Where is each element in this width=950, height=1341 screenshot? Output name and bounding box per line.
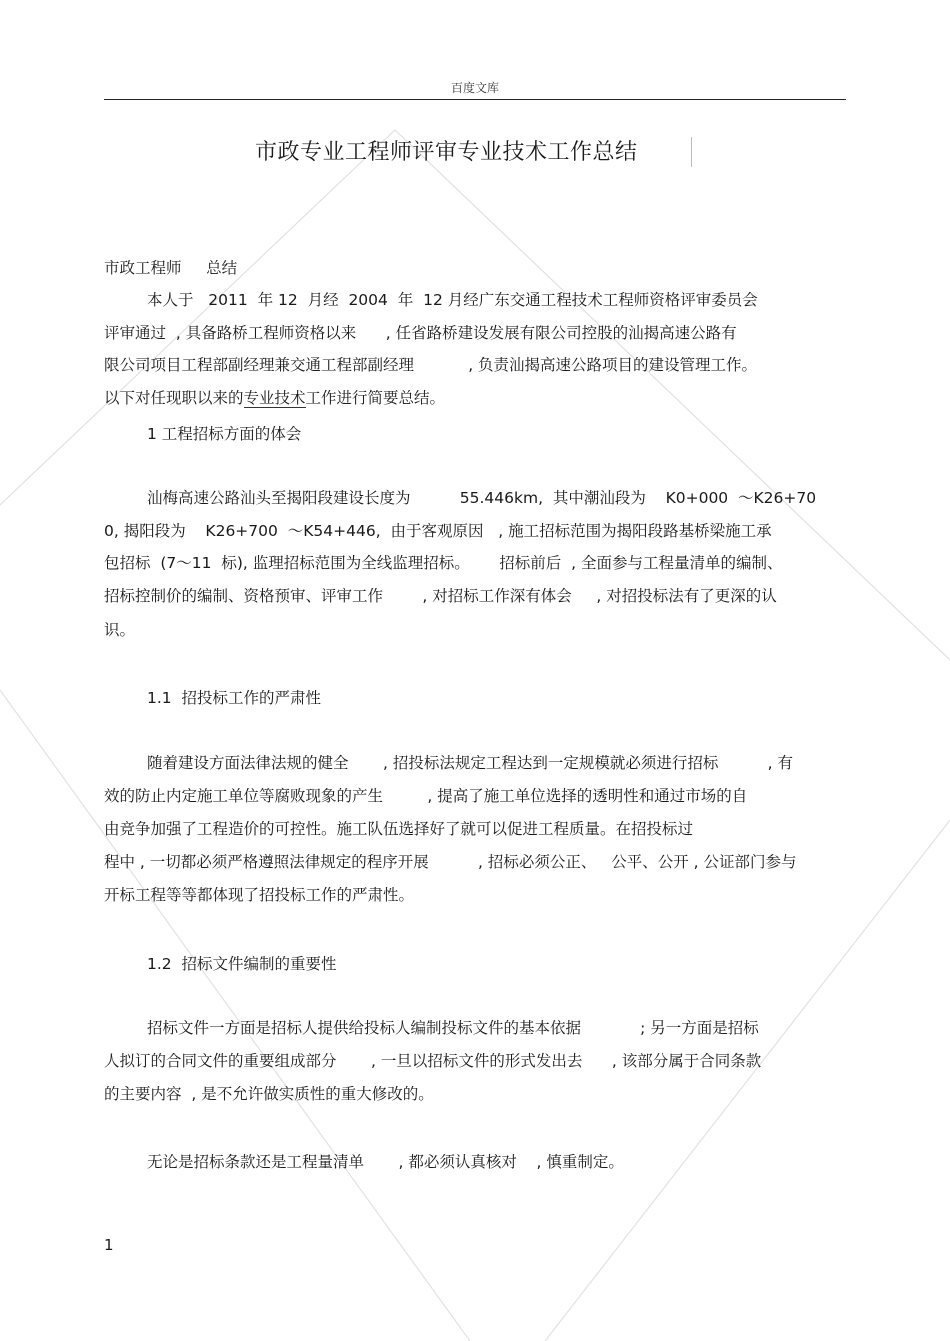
paragraph-line: 无论是招标条款还是工程量清单 , 都必须认真核对 , 慎重制定。 <box>147 1153 624 1171</box>
paragraph-line: 招标文件一方面是招标人提供给投标人编制投标文件的基本依据 ; 另一方面是招标 <box>147 1019 759 1037</box>
paragraph-line: 程中 , 一切都必须严格遵照法律规定的程序开展 , 招标必须公正、 公平、公开 , 公证部门参与 <box>104 853 797 871</box>
paragraph-line: 随着建设方面法律法规的健全 , 招投标法规定工程达到一定规模就必须进行招标 , 有 <box>147 754 793 772</box>
section-heading: 1 工程招标方面的体会 <box>147 425 302 443</box>
title-cursor-mark <box>691 137 692 167</box>
page-number: 1 <box>104 1236 114 1254</box>
paragraph-line: 人拟订的合同文件的重要组成部分 , 一旦以招标文件的形式发出去 , 该部分属于合同条款 <box>104 1052 762 1070</box>
paragraph-line: 汕梅高速公路汕头至揭阳段建设长度为 55.446km, 其中潮汕段为 K0+000 ～K26+70 <box>147 489 817 507</box>
paragraph-line: 开标工程等等都体现了招投标工作的严肃性。 <box>104 886 415 904</box>
paragraph-line: 的主要内容 , 是不允许做实质性的重大修改的。 <box>104 1085 434 1103</box>
subtitle-line: 市政工程师 总结 <box>104 259 238 277</box>
paragraph-line: 识。 <box>104 621 136 639</box>
paragraph-line: 0, 揭阳段为 K26+700 ～K54+446, 由于客观原因 , 施工招标范围为揭阳段路基桥梁施工承 <box>104 522 772 540</box>
section-heading: 1.2 招标文件编制的重要性 <box>147 955 337 973</box>
header-source: 百度文库 <box>450 81 499 95</box>
document-title: 市政专业工程师评审专业技术工作总结 <box>255 140 638 165</box>
paragraph-line: 评审通过 , 具备路桥工程师资格以来 , 任省路桥建设发展有限公司控股的汕揭高速公路有 <box>104 324 737 342</box>
paragraph-line: 限公司项目工程部副经理兼交通工程部副经理 , 负责汕揭高速公路项目的建设管理工作。 <box>104 356 758 374</box>
paragraph-line: 效的防止内定施工单位等腐败现象的产生 , 提高了施工单位选择的透明性和通过市场的自 <box>104 787 748 805</box>
paragraph-line: 由竞争加强了工程造价的可控性。施工队伍选择好了就可以促进工程质量。在招投标过 <box>104 820 694 838</box>
paragraph-line: 招标控制价的编制、资格预审、评审工作 , 对招标工作深有体会 , 对招投标法有了更深的认 <box>104 587 777 605</box>
text-span: 以下对任现职以来的 <box>104 389 244 407</box>
underlined-text: 专业技术 <box>243 389 306 407</box>
header-divider <box>104 99 846 100</box>
paragraph-line: 包招标 (7～11 标), 监理招标范围为全线监理招标。 招标前后 , 全面参与工程量清单的编制、 <box>104 554 783 572</box>
paragraph-line <box>104 388 445 408</box>
paragraph-line: 本人于 2011 年 12 月经 2004 年 12 月经广东交通工程技术工程师资格评审委员会 <box>147 291 758 309</box>
section-heading: 1.1 招投标工作的严肃性 <box>147 689 322 707</box>
text-span: 工作进行简要总结。 <box>305 389 446 407</box>
